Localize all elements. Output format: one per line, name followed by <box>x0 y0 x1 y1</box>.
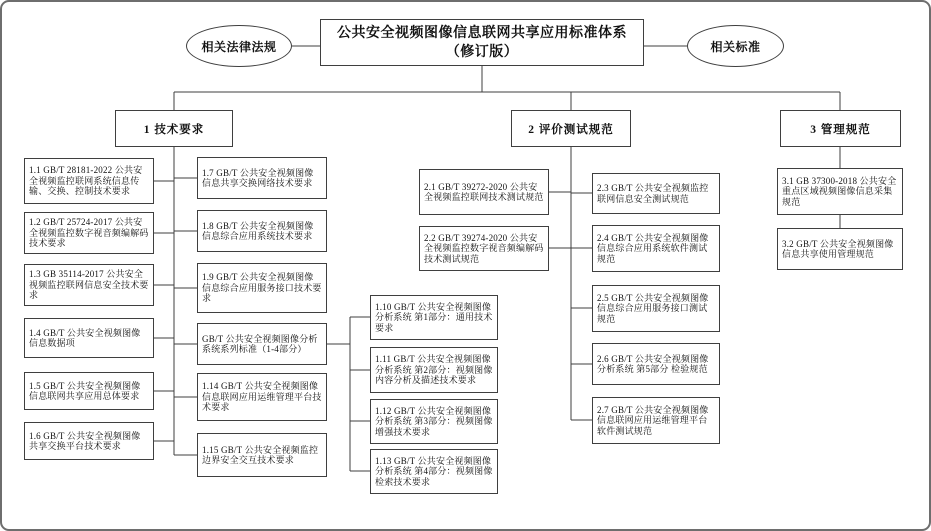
node-1-9: 1.9 GB/T 公共安全视频图像信息综合应用服务接口技术要求 <box>197 263 327 313</box>
node-3-2: 3.2 GB/T 公共安全视频图像信息共享使用管理规范 <box>777 228 903 270</box>
node-2-5: 2.5 GB/T 公共安全视频图像信息综合应用服务接口测试规范 <box>592 285 720 332</box>
node-2-6: 2.6 GB/T 公共安全视频图像分析系统 第5部分 检验规范 <box>592 343 720 385</box>
node-1-5: 1.5 GB/T 公共安全视频图像信息联网共享应用总体要求 <box>24 372 154 410</box>
node-2-3: 2.3 GB/T 公共安全视频监控联网信息安全测试规范 <box>592 173 720 214</box>
node-1-11: 1.11 GB/T 公共安全视频图像分析系统 第2部分：视频图像内容分析及描述技术要求 <box>370 347 498 393</box>
root-title-line2: （修订版） <box>445 44 519 60</box>
node-1-10: 1.10 GB/T 公共安全视频图像分析系统 第1部分：通用技术要求 <box>370 295 498 340</box>
branch-management-specs: 3 管理规范 <box>780 110 901 147</box>
root-title-box <box>320 19 644 66</box>
node-1-7: 1.7 GB/T 公共安全视频图像信息共享交换网络技术要求 <box>197 157 327 199</box>
node-2-4: 2.4 GB/T 公共安全视频图像信息综合应用系统软件测试规范 <box>592 225 720 272</box>
node-2-7: 2.7 GB/T 公共安全视频图像信息联网应用运维管理平台软件测试规范 <box>592 397 720 444</box>
node-1-3: 1.3 GB 35114-2017 公共安全视频监控联网信息安全技术要求 <box>24 264 154 306</box>
node-1-8: 1.8 GB/T 公共安全视频图像信息综合应用系统技术要求 <box>197 210 327 252</box>
node-1-2: 1.2 GB/T 25724-2017 公共安全视频监控数字视音频编解码技术要求 <box>24 212 154 254</box>
node-1-13: 1.13 GB/T 公共安全视频图像分析系统 第4部分：视频图像检索技术要求 <box>370 449 498 494</box>
node-3-1: 3.1 GB 37300-2018 公共安全重点区域视频图像信息采集规范 <box>777 168 903 215</box>
node-1-14: 1.14 GB/T 公共安全视频图像信息联网应用运维管理平台技术要求 <box>197 373 327 421</box>
node-1-1: 1.1 GB/T 28181-2022 公共安全视频监控联网系统信息传输、交换、控制技术要求 <box>24 158 154 204</box>
node-2-1: 2.1 GB/T 39272-2020 公共安全视频监控联网技术测试规范 <box>419 169 549 215</box>
branch-evaluation-test-specs: 2 评价测试规范 <box>511 110 631 147</box>
root-title-line1: 公共安全视频图像信息联网共享应用标准体系 <box>337 25 627 41</box>
node-1-4: 1.4 GB/T 公共安全视频图像信息数据项 <box>24 318 154 358</box>
node-1-15: 1.15 GB/T 公共安全视频监控边界安全交互技术要求 <box>197 433 327 477</box>
branch-tech-requirements: 1 技术要求 <box>115 110 233 147</box>
node-1-12: 1.12 GB/T 公共安全视频图像分析系统 第3部分：视频图像增强技术要求 <box>370 399 498 444</box>
node-1-6: 1.6 GB/T 公共安全视频图像共享交换平台技术要求 <box>24 422 154 460</box>
ellipse-related-standards: 相关标准 <box>687 25 784 67</box>
ellipse-related-laws: 相关法律法规 <box>186 25 292 67</box>
node-2-2: 2.2 GB/T 39274-2020 公共安全视频监控数字视音频编解码技术测试规范 <box>419 226 549 271</box>
node-series-1-4: GB/T 公共安全视频图像分析系统系列标准（1-4部分） <box>197 323 327 365</box>
